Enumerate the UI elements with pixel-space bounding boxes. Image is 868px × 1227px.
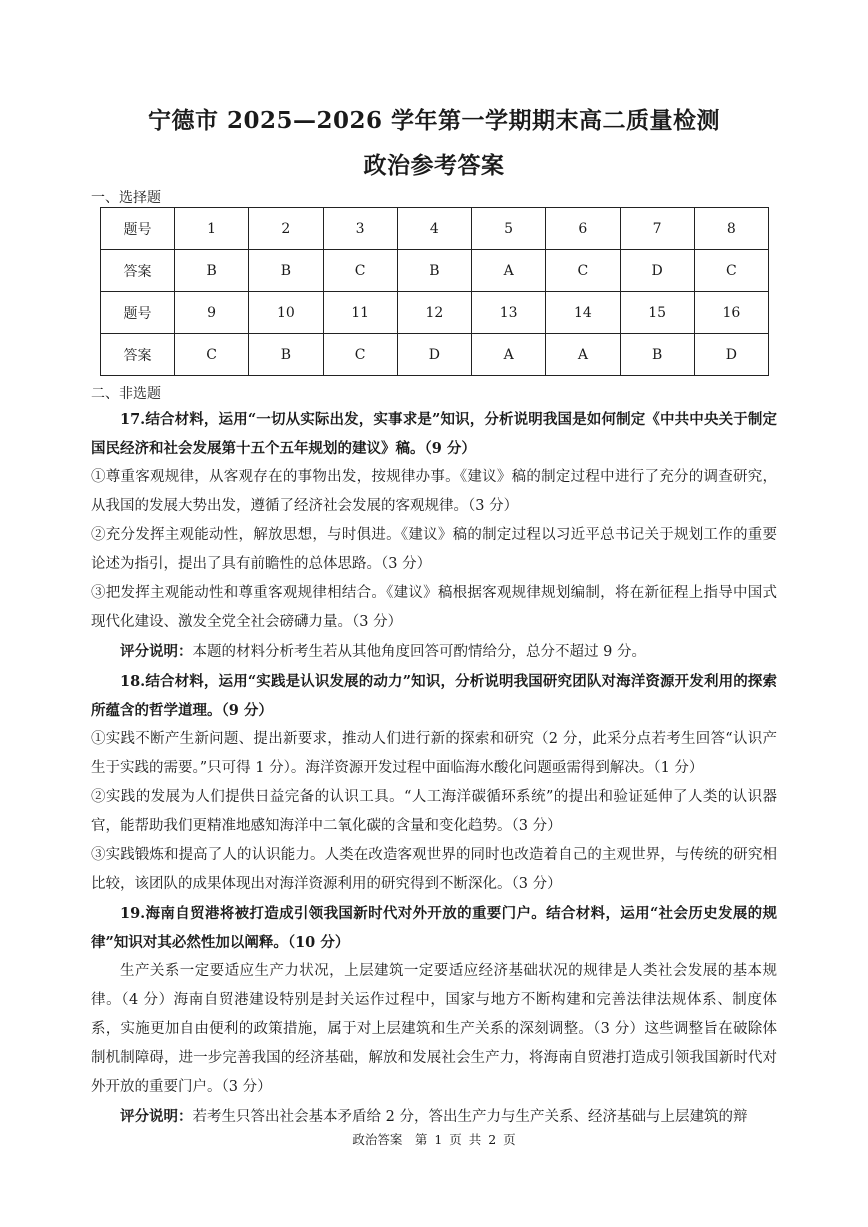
question-17: 17.结合材料，运用“一切从实际出发，实事求是”知识，分析说明我国是如何制定《中共中央关于制定国民经济和社会发展第十五个五年规划的建议》稿。（9 分） [91, 411, 777, 457]
table-cell: 15 [620, 292, 694, 334]
scoring-note-text: 若考生只答出社会基本矛盾给 2 分，答出生产力与生产关系、经济基础与上层建筑的辩 [192, 1109, 748, 1125]
scoring-note-text: 本题的材料分析考生若从其他角度回答可酌情给分，总分不超过 9 分。 [192, 644, 646, 660]
table-cell: 7 [620, 208, 694, 250]
table-cell: C [694, 250, 768, 292]
table-cell: 16 [694, 292, 768, 334]
table-cell: 1 [175, 208, 249, 250]
table-cell: B [620, 334, 694, 376]
table-cell: 3 [323, 208, 397, 250]
table-row-header: 题号 [101, 292, 175, 334]
table-row [101, 208, 769, 250]
table-cell: D [620, 250, 694, 292]
question-18: 18.结合材料，运用“实践是认识发展的动力”知识，分析说明我国研究团队对海洋资源开发利用的探索所蕴含的哲学道理。（9 分） [91, 673, 777, 719]
table-cell: 6 [546, 208, 620, 250]
scoring-note-label: 评分说明： [120, 643, 193, 660]
table-cell: C [175, 334, 249, 376]
table-cell: B [249, 334, 323, 376]
scoring-note-17 [91, 637, 777, 667]
answer-18-point-2: ②实践的发展为人们提供日益完备的认识工具。“人工海洋碳循环系统”的提出和验证延伸了人类的认识器官，能帮助我们更精准地感知海洋中二氧化碳的含量和变化趋势。（3 分） [91, 789, 777, 834]
answers-body [91, 405, 777, 1132]
table-cell: A [546, 334, 620, 376]
scoring-note-19 [91, 1102, 777, 1132]
answer-17-point-3: ③把发挥主观能动性和尊重客观规律相结合。《建议》稿根据客观规律规划编制，将在新征程上指导中国式现代化建设、激发全党全社会磅礴力量。（3 分） [91, 585, 777, 630]
table-cell: 10 [249, 292, 323, 334]
answer-table [100, 207, 769, 376]
page-footer: 政治答案 第 1 页 共 2 页 [352, 1132, 516, 1147]
table-row [101, 334, 769, 376]
section-heading-nonchoice: 二、非选题 [91, 386, 161, 402]
table-cell: A [472, 250, 546, 292]
table-cell: 5 [472, 208, 546, 250]
answer-17-point-2: ②充分发挥主观能动性，解放思想，与时俱进。《建议》稿的制定过程以习近平总书记关于规划工作的重要论述为指引，提出了具有前瞻性的总体思路。（3 分） [91, 527, 777, 572]
page-title: 宁德市 2025—2026 学年第一学期期末高二质量检测 [147, 107, 721, 134]
table-cell: B [397, 250, 471, 292]
table-cell: 8 [694, 208, 768, 250]
table-cell: 11 [323, 292, 397, 334]
table-row-header: 题号 [101, 208, 175, 250]
table-row-header: 答案 [101, 250, 175, 292]
table-row [101, 250, 769, 292]
answer-17-point-1: ①尊重客观规律，从客观存在的事物出发，按规律办事。《建议》稿的制定过程中进行了充分的调查研究，从我国的发展大势出发，遵循了经济社会发展的客观规律。（3 分） [91, 469, 777, 514]
table-cell: 12 [397, 292, 471, 334]
section-heading-choice: 一、选择题 [91, 190, 161, 206]
table-cell: 2 [249, 208, 323, 250]
table-cell: 14 [546, 292, 620, 334]
answer-19: 生产关系一定要适应生产力状况，上层建筑一定要适应经济基础状况的规律是人类社会发展的基本规律。（4 分）海南自贸港建设特别是封关运作过程中，国家与地方不断构建和完善法律法规体系、制度体系，实施更加自由便利的政策措施，属于对上层建筑和生产关系的深刻调整。（3 分）这些调整旨在破除体制机制障碍，进一步完善我国的经济基础，解放和发展社会生产力，将海南自贸港打造成引领我国新时代对外开放的重要门户。（3 分） [91, 963, 777, 1095]
table-cell: 13 [472, 292, 546, 334]
answer-18-point-3: ③实践锻炼和提高了人的认识能力。人类在改造客观世界的同时也改造着自己的主观世界，与传统的研究相比较，该团队的成果体现出对海洋资源利用的研究得到不断深化。（3 分） [91, 847, 777, 892]
table-cell: C [323, 250, 397, 292]
table-row-header: 答案 [101, 334, 175, 376]
table-cell: 4 [397, 208, 471, 250]
table-cell: C [546, 250, 620, 292]
table-cell: A [472, 334, 546, 376]
table-cell: B [175, 250, 249, 292]
table-cell: D [397, 334, 471, 376]
answer-18-point-1: ①实践不断产生新问题、提出新要求，推动人们进行新的探索和研究（2 分，此采分点若考生回答“认识产生于实践的需要。”只可得 1 分）。海洋资源开发过程中面临海水酸化问题亟需得到解决。（1 分） [91, 731, 777, 776]
question-19: 19.海南自贸港将被打造成引领我国新时代对外开放的重要门户。结合材料，运用“社会历史发展的规律”知识对其必然性加以阐释。（10 分） [91, 905, 777, 951]
table-row [101, 292, 769, 334]
scoring-note-label: 评分说明： [120, 1108, 193, 1125]
table-cell: D [694, 334, 768, 376]
table-cell: C [323, 334, 397, 376]
table-cell: 9 [175, 292, 249, 334]
page-subtitle: 政治参考答案 [363, 152, 505, 179]
table-cell: B [249, 250, 323, 292]
